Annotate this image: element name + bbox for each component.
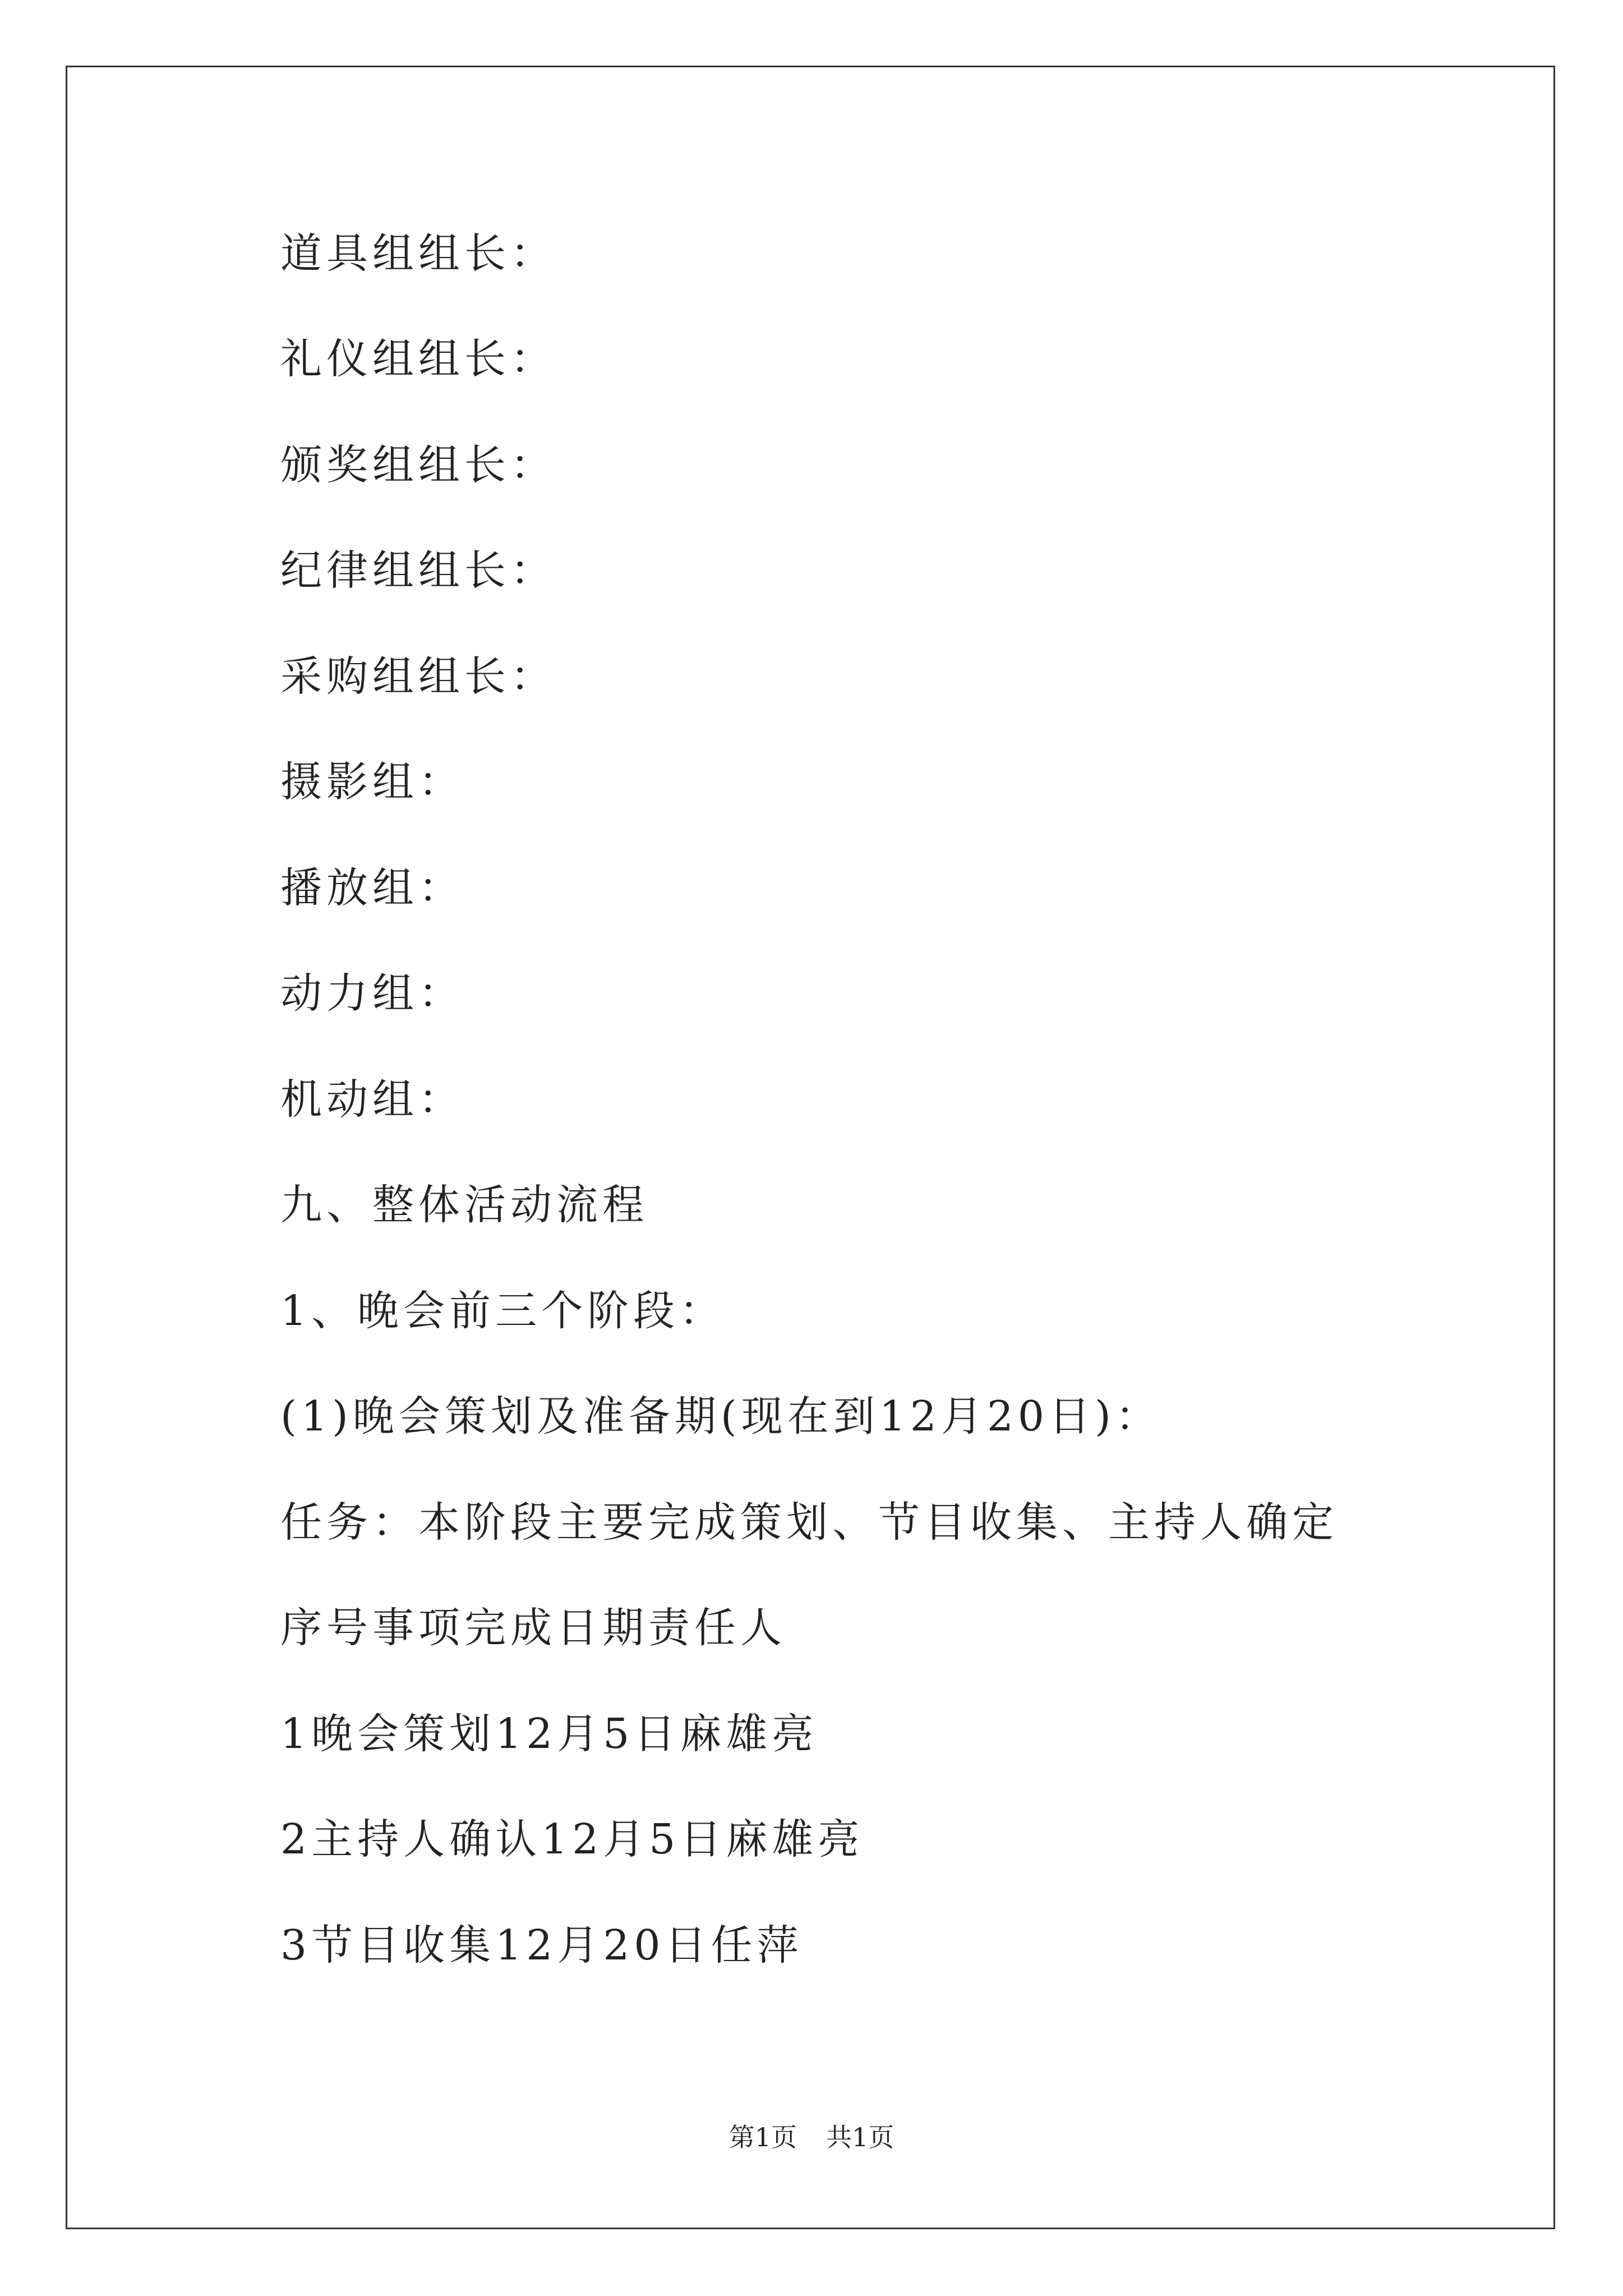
- text-line-purchasing-leader: 采购组组长：: [280, 652, 556, 701]
- document-body: [280, 0, 1514, 2076]
- table-row-2: 2主持人确认12月5日麻雄亮: [280, 1815, 864, 1864]
- section-heading-activity-flow: 九、整体活动流程: [280, 1181, 648, 1229]
- page-number-total: 共1页: [826, 2122, 895, 2152]
- subheading-three-stages: 1、晚会前三个阶段：: [280, 1287, 726, 1335]
- text-line-playback-group: 播放组：: [280, 864, 464, 912]
- text-line-tasks: 任务：本阶段主要完成策划、节目收集、主持人确定: [280, 1498, 1338, 1547]
- text-line-award-leader: 颁奖组组长：: [280, 441, 556, 489]
- page-footer: [0, 2124, 1623, 2150]
- text-line-props-leader: 道具组组长：: [280, 229, 556, 278]
- table-row-1: 1晚会策划12月5日麻雄亮: [280, 1710, 818, 1758]
- page-number-current: 第1页: [728, 2122, 797, 2152]
- text-line-discipline-leader: 纪律组组长：: [280, 546, 556, 595]
- table-header-line: 序号事项完成日期责任人: [280, 1604, 786, 1652]
- text-line-mobile-group: 机动组：: [280, 1075, 464, 1124]
- text-line-power-group: 动力组：: [280, 969, 464, 1018]
- text-line-etiquette-leader: 礼仪组组长：: [280, 335, 556, 383]
- table-row-3: 3节目收集12月20日任萍: [280, 1921, 803, 1970]
- text-line-photography-group: 摄影组：: [280, 758, 464, 806]
- subheading-planning-period: (1)晚会策划及准备期(现在到12月20日)：: [280, 1392, 1161, 1441]
